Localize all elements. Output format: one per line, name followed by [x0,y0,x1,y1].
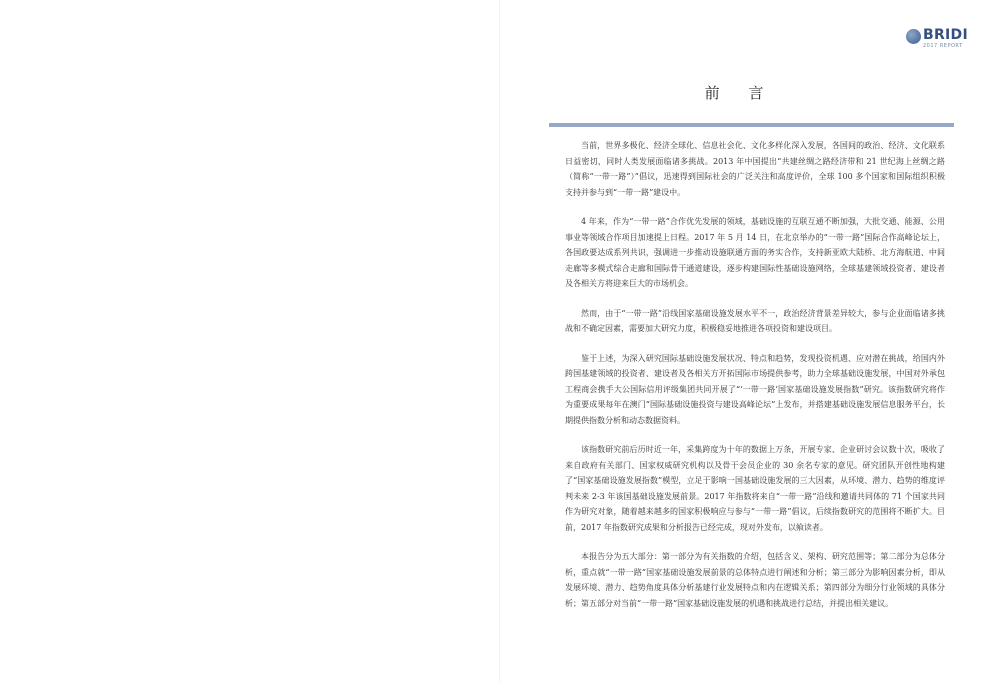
paragraph: 当前，世界多极化、经济全球化、信息社会化、文化多样化深入发展，各国间的政治、经济、文化联系日益密切，同时人类发展面临诸多挑战。2013 年中国提出“共建丝绸之路经济带和 21 世纪海上丝绸之路（简称“一带一路”）”倡议，迅速得到国际社会的广泛关注和高度评价，全球 100 多个国家和国际组织积极支持并参与到“一带一路”建设中。 [565,141,945,197]
logo-text: BRIDI [923,27,968,43]
paragraph: 本报告分为五大部分：第一部分为有关指数的介绍，包括含义、架构、研究范围等；第二部分为总体分析，重点就“一带一路”国家基础设施发展前景的总体特点进行阐述和分析；第三部分为影响因素分析，即从发展环境、潜力、趋势角度具体分析基建行业发展特点和内在逻辑关系；第四部分为细分行业领域的具体分析；第五部分对当前“一带一路”国家基础设施发展的机遇和挑战进行总结，并提出相关建议。 [565,552,945,608]
page-fold [499,0,500,683]
paragraph: 该指数研究前后历时近一年，采集跨度为十年的数据上万条，开展专家、企业研讨会议数十次，吸收了来自政府有关部门、国家权威研究机构以及骨干会员企业的 30 余名专家的意见。研究团队开创性地构建了“国家基础设施发展指数”模型，立足于影响一国基础设施发展的三大因素，从环境、潜力、趋势的维度评判未来 2-3 年该国基础设施发展前景。2017 年指数将来自“一带一路”沿线和邀请共同体的 71 个国家共同作为研究对象，随着越来越多的国家积极响应与参与“一带一路”倡议，后续指数研究的范围将不断扩大。目前，2017 年指数研究成果和分析报告已经完成，现对外发布，以飨读者。 [565,445,945,532]
globe-icon [906,29,921,44]
report-logo [906,28,970,50]
title-rule [549,123,954,127]
logo-subtext: 2017 REPORT [923,43,963,49]
paragraph: 鉴于上述，为深入研究国际基础设施发展状况、特点和趋势，发现投资机遇、应对潜在挑战，给国内外跨国基建领域的投资者、建设者及各相关方开拓国际市场提供参考，助力全球基础设施发展，中国对外承包工程商会携手大公国际信用评级集团共同开展了“‘一带一路’国家基础设施发展指数”研究。该指数研究将作为重要成果每年在澳门“国际基础设施投资与建设高峰论坛”上发布，并搭建基础设施发展信息服务平台，长期提供指数分析和动态数据资料。 [565,353,945,425]
page-title: 前 言 [704,84,776,102]
preface-body [565,138,945,619]
paragraph: 4 年来，作为“一带一路”合作优先发展的领域，基础设施的互联互通不断加强，大批交通、能源、公用事业等领域合作项目加速提上日程。2017 年 5 月 14 日，在北京举办的“一带一路”国际合作高峰论坛上，各国政要达成系列共识，强调进一步推动设施联通方面的务实合作，支持新亚欧大陆桥、北方海航道、中间走廊等多模式综合走廊和国际骨干通道建设，逐步构建国际性基础设施网络，全球基建领域投资者、建设者及各相关方将迎来巨大的市场机会。 [565,217,945,288]
paragraph: 然而，由于“一带一路”沿线国家基础设施发展水平不一，政治经济背景差异较大，参与企业面临诸多挑战和不确定因素，需要加大研究力度，积极稳妥地推进各项投资和建设项目。 [565,308,945,333]
